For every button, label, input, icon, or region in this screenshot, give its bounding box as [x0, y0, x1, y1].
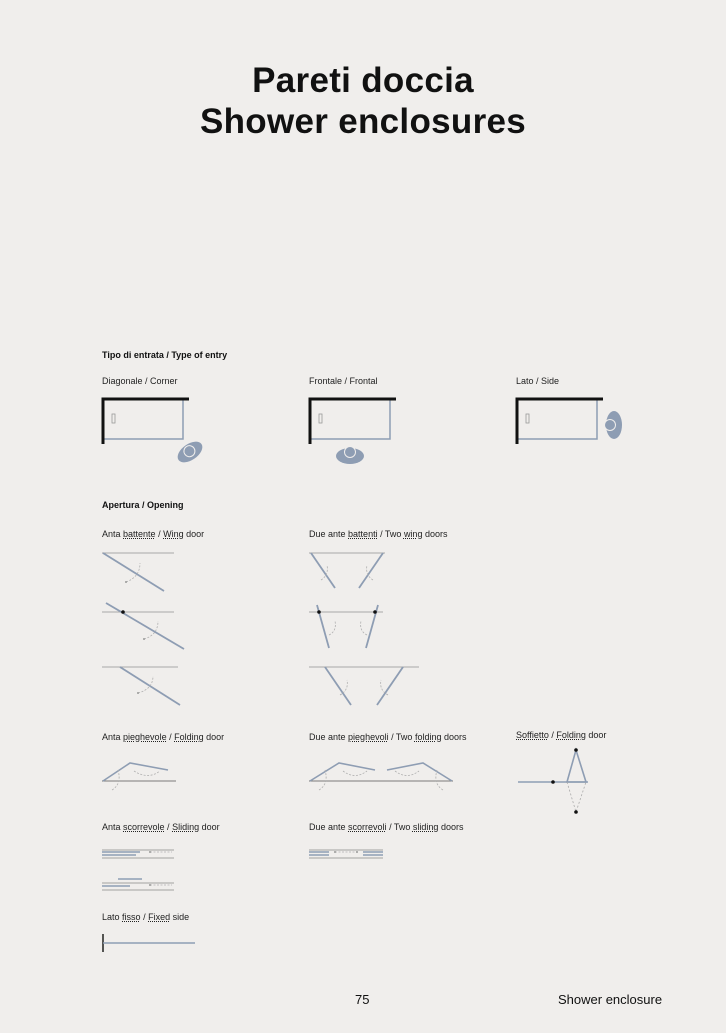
entry-corner-label: Diagonale / Corner	[102, 376, 178, 386]
two-wing-doors-diagrams	[307, 545, 423, 707]
person-icon	[604, 411, 622, 439]
sliding-door-diagrams	[100, 846, 180, 894]
title-english: Shower enclosures	[199, 102, 527, 141]
folding-door-label: Anta pieghevole / Folding door	[102, 732, 225, 742]
entry-heading: Tipo di entrata / Type of entry	[102, 350, 228, 360]
title-italian: Pareti doccia	[252, 61, 474, 100]
person-icon	[174, 437, 206, 466]
fixed-side-label: Lato fisso / Fixed side	[102, 912, 190, 922]
folding-door-diagram	[100, 758, 180, 794]
person-icon	[336, 446, 364, 464]
two-wing-doors-label: Due ante battenti / Two wing doors	[309, 529, 448, 539]
sliding-door-label: Anta scorrevole / Sliding door	[102, 822, 220, 832]
frontal-entry-diagram	[307, 396, 417, 470]
fixed-side-diagram	[100, 932, 200, 954]
two-folding-doors-diagram	[307, 758, 457, 794]
page-number: 75	[355, 992, 370, 1007]
bellows-door-label: Soffietto / Folding door	[516, 730, 607, 740]
entry-frontal-label: Frontale / Frontal	[309, 376, 378, 386]
two-sliding-doors-diagram	[307, 846, 387, 862]
opening-heading: Apertura / Opening	[102, 500, 184, 510]
wing-door-label: Anta battente / Wing door	[102, 529, 205, 539]
footer-section-title: Shower enclosure	[558, 992, 663, 1007]
two-sliding-doors-label: Due ante scorrevoli / Two sliding doors	[309, 822, 464, 832]
wing-door-diagrams	[100, 545, 190, 705]
entry-side-label: Lato / Side	[516, 376, 560, 386]
side-entry-diagram	[514, 396, 634, 470]
corner-entry-diagram	[100, 396, 210, 470]
two-folding-doors-label: Due ante pieghevoli / Two folding doors	[309, 732, 467, 742]
bellows-door-diagram	[516, 744, 592, 816]
page-title	[0, 60, 726, 142]
